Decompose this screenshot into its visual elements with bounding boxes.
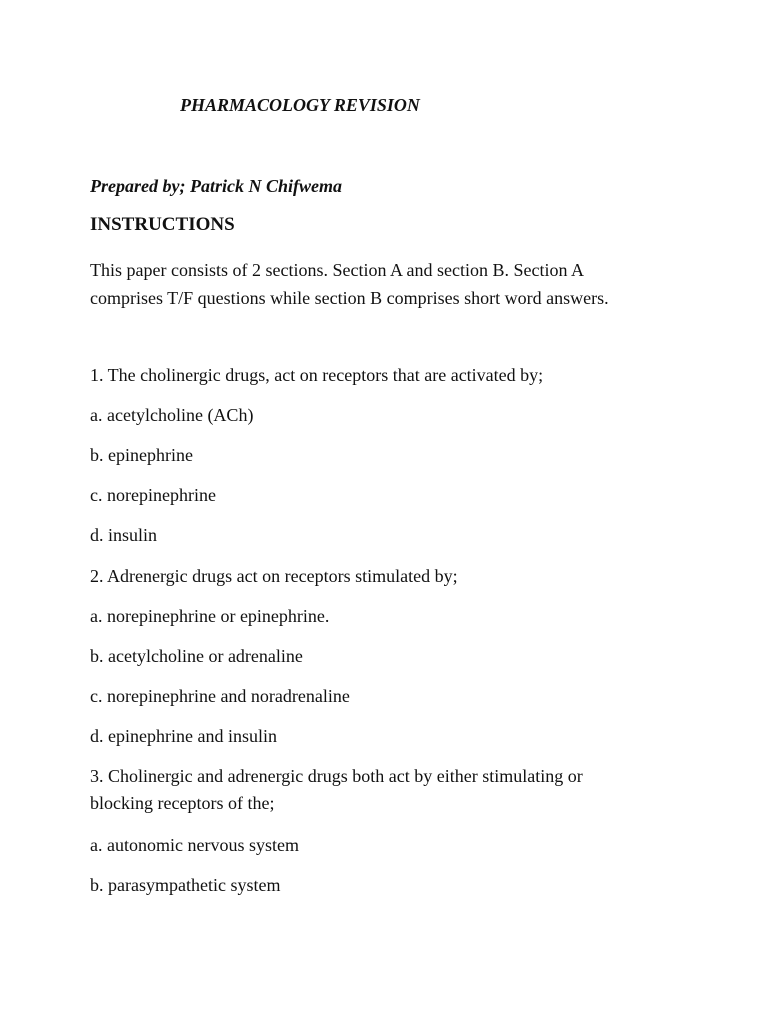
question-3-line-2: blocking receptors of the; (90, 793, 275, 813)
instructions-line: This paper consists of 2 sections. Section A and section B. Section A (90, 260, 584, 280)
q1-option-a: a. acetylcholine (ACh) (90, 405, 254, 425)
q2-option-a: a. norepinephrine or epinephrine. (90, 606, 330, 626)
q2-option-b: b. acetylcholine or adrenaline (90, 646, 303, 666)
q3-option-b: b. parasympathetic system (90, 875, 281, 895)
q1-option-b: b. epinephrine (90, 445, 193, 465)
instructions-line: comprises T/F questions while section B comprises short word answers. (90, 288, 609, 308)
instructions-paragraph (90, 256, 690, 312)
instructions-heading: INSTRUCTIONS (90, 214, 235, 235)
q3-option-a: a. autonomic nervous system (90, 835, 299, 855)
document-title: PHARMACOLOGY REVISION (180, 95, 420, 115)
q1-option-d: d. insulin (90, 525, 158, 545)
q2-option-c: c. norepinephrine and noradrenaline (90, 686, 350, 706)
author-line: Prepared by; Patrick N Chifwema (90, 176, 342, 196)
question-3-line-1: 3. Cholinergic and adrenergic drugs both act by either stimulating or (90, 766, 583, 786)
question-1: 1. The cholinergic drugs, act on receptors that are activated by; (90, 365, 544, 385)
q2-option-d: d. epinephrine and insulin (90, 726, 277, 746)
question-2: 2. Adrenergic drugs act on receptors stimulated by; (90, 566, 458, 586)
q1-option-c: c. norepinephrine (90, 485, 216, 505)
